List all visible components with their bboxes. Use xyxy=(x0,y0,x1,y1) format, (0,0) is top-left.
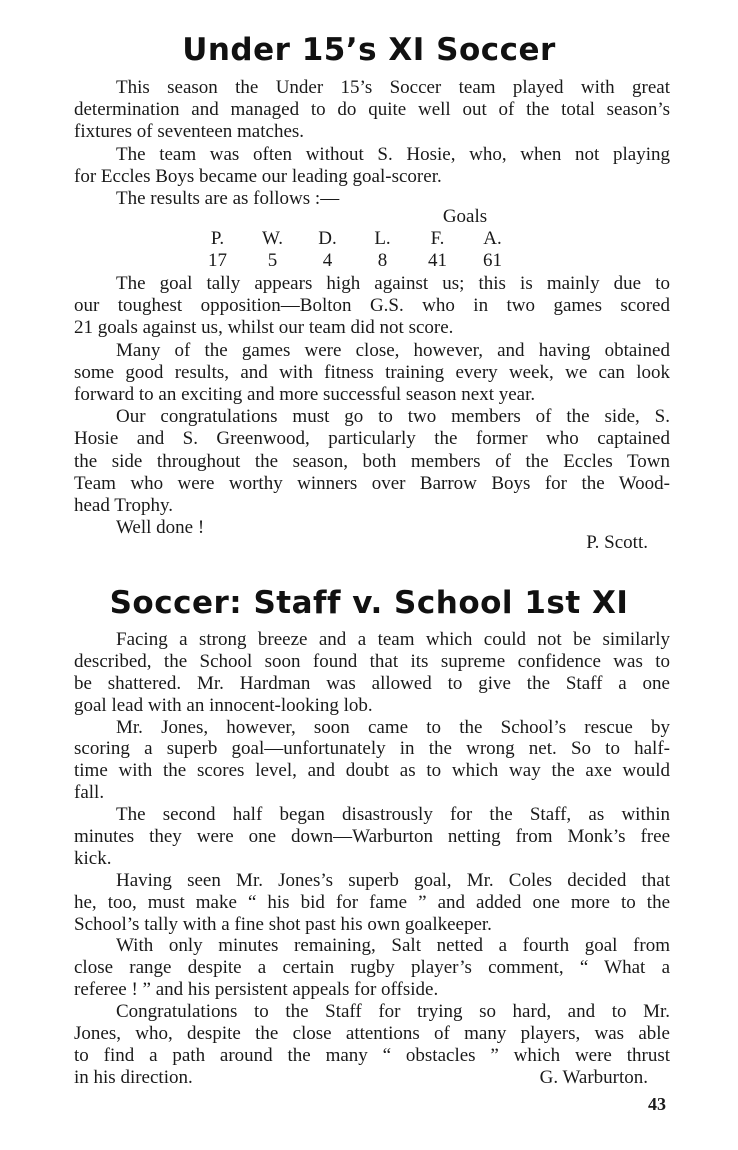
text-line: some good results, and with fitness training every week, we can look xyxy=(74,361,670,383)
section1-signature xyxy=(74,532,670,554)
text-line: Well done ! xyxy=(116,517,205,539)
text-line: With only minutes remaining, Salt netted a fourth goal from xyxy=(116,935,670,957)
text-line: minutes they were one down—Warburton netting from Monk’s free xyxy=(74,826,670,848)
text-line: The team was often without S. Hosie, who, when not playing xyxy=(116,143,670,165)
text-line: to find a path around the many “ obstacles ” which were thrust xyxy=(74,1044,670,1066)
text-line: for Eccles Boys became our leading goal-scorer. xyxy=(74,165,442,187)
text-line: Facing a strong breeze and a team which could not be similarly xyxy=(116,629,670,650)
results-header: W. xyxy=(262,228,283,249)
results-value-row xyxy=(190,250,520,272)
text-line: Our congratulations must go to two members of the side, S. xyxy=(116,406,670,428)
text-line: Many of the games were close, however, and having obtained xyxy=(116,339,670,361)
section1-body xyxy=(74,273,670,539)
results-value: 8 xyxy=(377,250,388,271)
results-header: P. xyxy=(210,228,225,249)
results-header: L. xyxy=(374,228,391,249)
text-line: The results are as follows :— xyxy=(116,187,340,209)
results-value: 41 xyxy=(428,250,447,271)
text-line: The goal tally appears high against us; this is mainly due to xyxy=(116,273,670,294)
text-line: Having seen Mr. Jones’s superb goal, Mr. Coles decided that xyxy=(116,869,670,891)
text-line: time with the scores level, and doubt as to which way the axe would xyxy=(74,760,670,782)
text-line: Jones, who, despite the close attentions of many players, was able xyxy=(74,1023,670,1045)
section2-signature xyxy=(74,1067,670,1089)
text-line: School’s tally with a fine shot past his own goalkeeper. xyxy=(74,913,492,935)
text-line: goal lead with an innocent-looking lob. xyxy=(74,694,373,716)
text-line: referee ! ” and his persistent appeals for offside. xyxy=(74,979,439,1001)
section2-body xyxy=(74,629,670,1089)
results-value: 5 xyxy=(267,250,278,271)
results-table xyxy=(190,206,520,272)
text-line: he, too, must make “ his bid for fame ” and added one more to the xyxy=(74,891,670,913)
text-line: determination and managed to do quite well out of the total season’s xyxy=(74,99,670,121)
author: G. Warburton. xyxy=(539,1067,648,1088)
text-line: Mr. Jones, however, soon came to the School’s rescue by xyxy=(116,716,670,738)
text-line: scoring a superb goal—unfortunately in the wrong net. So to half- xyxy=(74,738,670,760)
text-line: The second half began disastrously for the Staff, as within xyxy=(116,804,670,826)
text-line: head Trophy. xyxy=(74,494,174,516)
section2-title: Soccer: Staff v. School 1st XI xyxy=(109,585,629,621)
results-header-row xyxy=(190,228,520,250)
results-value: 17 xyxy=(208,250,227,271)
text-line: the side throughout the season, both members of the Eccles Town xyxy=(74,450,670,472)
text-line: Team who were worthy winners over Barrow Boys for the Wood- xyxy=(74,472,670,494)
text-line: Hosie and S. Greenwood, particularly the former who captained xyxy=(74,428,670,450)
text-line: 21 goals against us, whilst our team did not score. xyxy=(74,317,454,339)
text-line: our toughest opposition—Bolton G.S. who in two games scored xyxy=(74,295,670,317)
text-line: This season the Under 15’s Soccer team played with great xyxy=(116,77,670,98)
section1-title: Under 15’s XI Soccer xyxy=(182,32,556,68)
results-value: 61 xyxy=(483,250,502,271)
text-line: described, the School soon found that its supreme confidence was to xyxy=(74,650,670,672)
text-line: fall. xyxy=(74,782,105,804)
section1-intro xyxy=(74,77,670,210)
text-line: be shattered. Mr. Hardman was allowed to give the Staff a one xyxy=(74,672,670,694)
author: P. Scott. xyxy=(586,532,648,553)
text-line: close range despite a certain rugby player’s comment, “ What a xyxy=(74,957,670,979)
page-number: 43 xyxy=(648,1094,666,1114)
results-header: D. xyxy=(318,228,337,249)
text-line: kick. xyxy=(74,847,112,869)
goals-label: Goals xyxy=(442,206,488,227)
text-line: in his direction. xyxy=(74,1066,193,1088)
results-header: A. xyxy=(483,228,502,249)
results-header: F. xyxy=(430,228,445,249)
text-line: fixtures of seventeen matches. xyxy=(74,121,305,143)
text-line: forward to an exciting and more successful season next year. xyxy=(74,383,536,405)
results-value: 4 xyxy=(322,250,333,271)
text-line: Congratulations to the Staff for trying so hard, and to Mr. xyxy=(116,1001,670,1023)
